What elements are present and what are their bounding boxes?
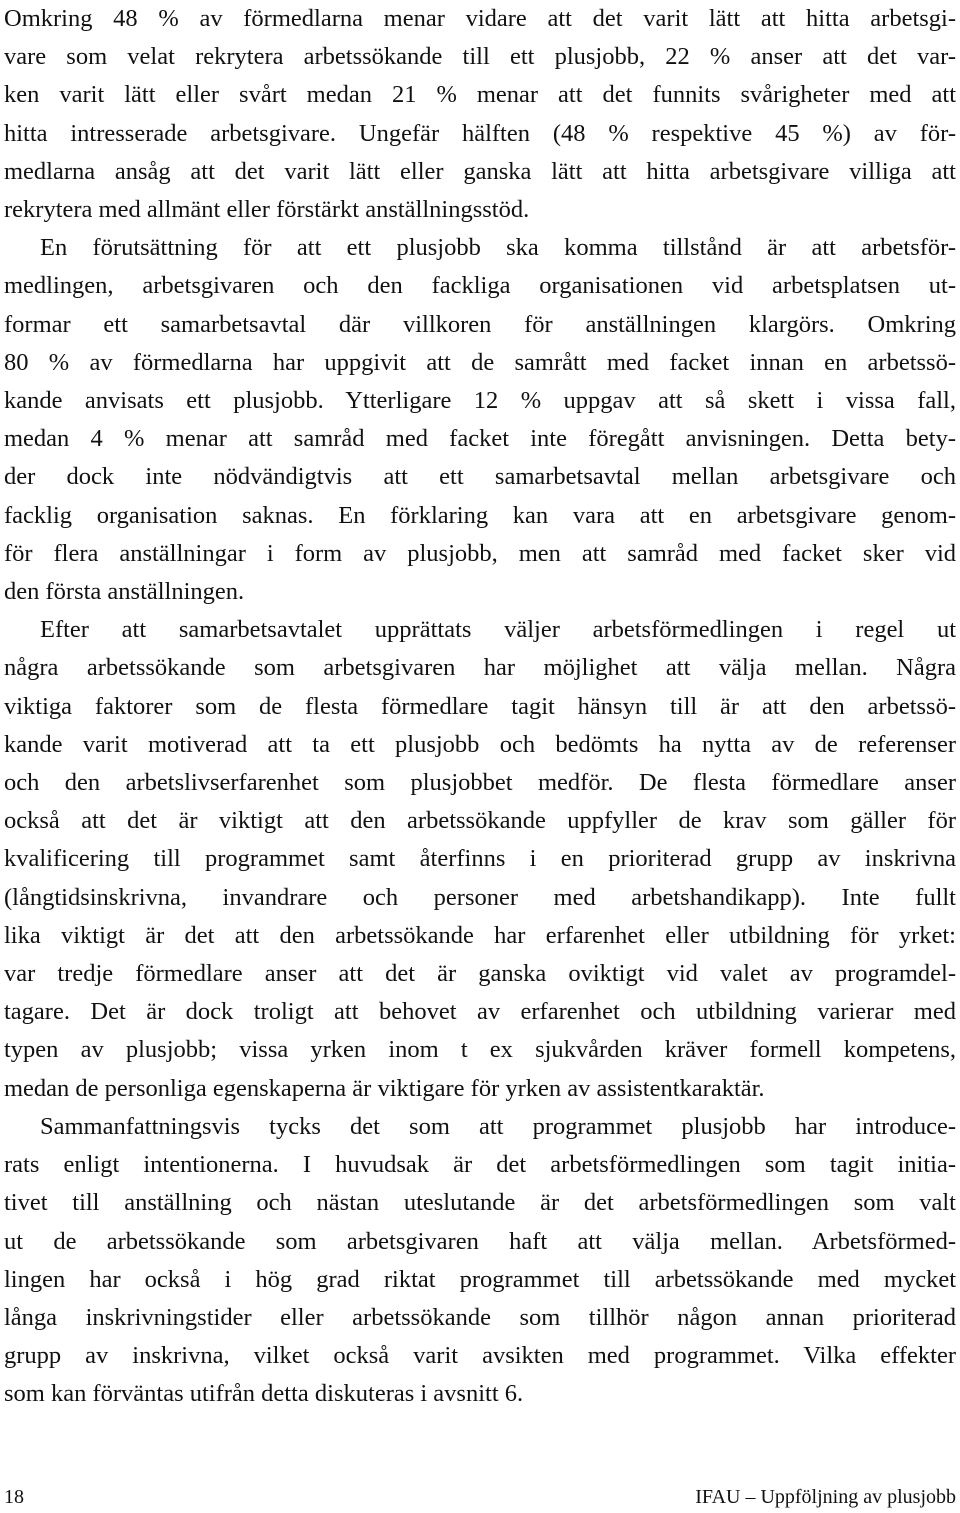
text-line: kande anvisats ett plusjobb. Ytterligare 12 % uppgav att så skett i vissa fall, <box>4 387 956 415</box>
text-line: tivet till anställning och nästan uteslutande är det arbetsförmedlingen som valt <box>4 1189 956 1217</box>
text-line: medlarna ansåg att det varit lätt eller ganska lätt att hitta arbetsgivare villiga att <box>4 157 956 185</box>
text-line: viktiga faktorer som de flesta förmedlare tagit hänsyn till är att den arbetssö- <box>4 692 956 720</box>
text-line: facklig organisation saknas. En förklaring kan vara att en arbetsgivare genom- <box>4 501 956 529</box>
text-line: som kan förväntas utifrån detta diskuteras i avsnitt 6. <box>4 1380 524 1408</box>
text-line: Sammanfattningsvis tycks det som att programmet plusjobb har introduce- <box>40 1112 956 1140</box>
text-line: hitta intresserade arbetsgivare. Ungefär hälften (48 % respektive 45 %) av för- <box>4 119 956 147</box>
text-line: Omkring 48 % av förmedlarna menar vidare att det varit lätt att hitta arbetsgi- <box>4 5 956 32</box>
text-line: ken varit lätt eller svårt medan 21 % menar att det funnits svårigheter med att <box>4 81 956 109</box>
text-line: tagare. Det är dock troligt att behovet av erfarenhet och utbildning varierar med <box>4 998 956 1026</box>
text-line: 80 % av förmedlarna har uppgivit att de samrått med facket innan en arbetssö- <box>4 348 956 376</box>
text-line: för flera anställningar i form av plusjobb, men att samråd med facket sker vid <box>4 539 956 567</box>
paragraph <box>4 1108 956 1414</box>
text-line: lingen har också i hög grad riktat programmet till arbetssökande med mycket <box>4 1265 956 1293</box>
text-line: typen av plusjobb; vissa yrken inom t ex sjukvården kräver formell kompetens, <box>4 1036 956 1064</box>
text-line: långa inskrivningstider eller arbetssökande som tillhör någon annan prioriterad <box>4 1303 956 1331</box>
body-text <box>4 0 956 1414</box>
text-line: der dock inte nödvändigtvis att ett samarbetsavtal mellan arbetsgivare och <box>4 463 956 491</box>
text-line: formar ett samarbetsavtal där villkoren för anställningen klargörs. Omkring <box>4 310 956 338</box>
running-title: IFAU – Uppföljning av plusjobb <box>695 1486 956 1508</box>
text-line: rats enligt intentionerna. I huvudsak är det arbetsförmedlingen som tagit initia- <box>4 1151 956 1179</box>
text-line: några arbetssökande som arbetsgivaren har möjlighet att välja mellan. Några <box>4 654 956 682</box>
text-line: ut de arbetssökande som arbetsgivaren haft att välja mellan. Arbetsförmed- <box>4 1227 956 1255</box>
text-line: också att det är viktigt att den arbetssökande uppfyller de krav som gäller för <box>4 807 956 835</box>
text-line: grupp av inskrivna, vilket också varit avsikten med programmet. Vilka effekter <box>4 1342 956 1370</box>
text-line: medan 4 % menar att samråd med facket inte föregått anvisningen. Detta bety- <box>4 425 956 453</box>
document-page <box>4 0 956 1414</box>
text-line: kvalificering till programmet samt återfinns i en prioriterad grupp av inskrivna <box>4 845 956 873</box>
text-line: rekrytera med allmänt eller förstärkt anställningsstöd. <box>4 196 530 224</box>
text-line: Efter att samarbetsavtalet upprättats väljer arbetsförmedlingen i regel ut <box>40 616 956 644</box>
paragraph <box>4 229 956 611</box>
paragraph <box>4 0 956 229</box>
text-line: vare som velat rekrytera arbetssökande till ett plusjobb, 22 % anser att det var- <box>4 43 956 71</box>
text-line: En förutsättning för att ett plusjobb ska komma tillstånd är att arbetsför- <box>40 234 956 262</box>
page-number: 18 <box>4 1486 24 1508</box>
text-line: var tredje förmedlare anser att det är ganska oviktigt vid valet av programdel- <box>4 960 956 988</box>
text-line: och den arbetslivserfarenhet som plusjobbet medför. De flesta förmedlare anser <box>4 769 956 797</box>
text-line: den första anställningen. <box>4 578 245 606</box>
text-line: (långtidsinskrivna, invandrare och personer med arbetshandikapp). Inte fullt <box>4 883 956 911</box>
text-line: lika viktigt är det att den arbetssökande har erfarenhet eller utbildning för yrket: <box>4 921 956 949</box>
paragraph <box>4 611 956 1108</box>
text-line: kande varit motiverad att ta ett plusjobb och bedömts ha nytta av de referenser <box>4 730 956 758</box>
page-footer <box>4 1486 956 1508</box>
text-line: medlingen, arbetsgivaren och den fackliga organisationen vid arbetsplatsen ut- <box>4 272 956 300</box>
text-line: medan de personliga egenskaperna är viktigare för yrken av assistentkaraktär. <box>4 1074 765 1102</box>
